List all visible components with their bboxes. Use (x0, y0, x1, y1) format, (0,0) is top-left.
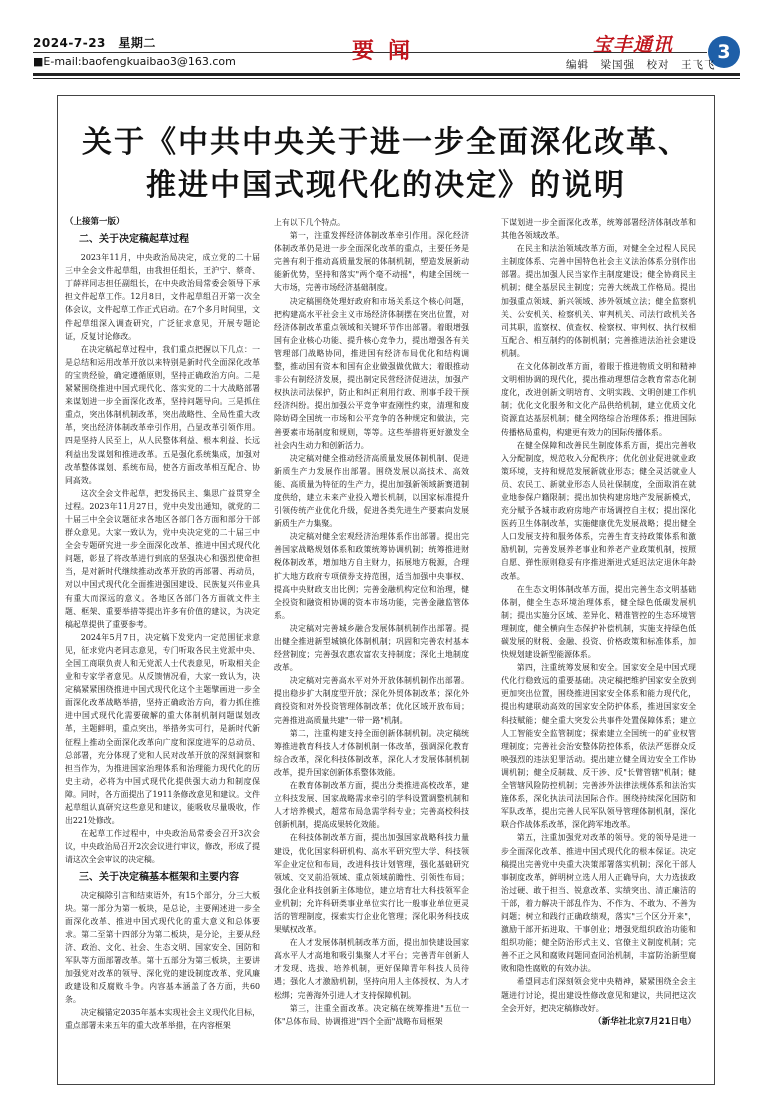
paragraph: 第二，注重构建支持全面创新体制机制。决定稿统筹推进教育科技人才体制机制一体改革，强调深化教育综合改革，深化科技体制改革，深化人才发展体制机制改革，提升国家创新体系整体效能。 (274, 728, 469, 777)
section-name: 要闻 (352, 38, 425, 64)
paragraph: 在生态文明体制改革方面，提出完善生态文明基础体制，健全生态环境治理体系，健全绿色低碳发展机制；提出实施分区域、差异化、精准管控的生态环境管理制度，健全横向生态保护补偿机制，实施支持绿色低碳发展的财税、金融、投资、价格政策和标准体系，加快规划建设新型能源体系。 (501, 584, 696, 660)
paragraph: 第五，注重加强党对改革的领导。党的领导是进一步全面深化改革、推进中国式现代化的根本保证。决定稿提出完善党中央重大决策部署落实机制；深化干部人事制度改革，鲜明树立选人用人正确导向，大力选拔政治过硬、敢于担当、锐意改革、实绩突出、清正廉洁的干部，着力解决干部乱作为、不作为、不敢为、不善为问题；树立和践行正确政绩观，落实"三个区分开来"，激励干部开拓进取、干事创业；增强党组织政治功能和组织功能；健全防治形式主义、官僚主义制度机制；完善不正之风和腐败问题同查同治机制，丰富防治新型腐败和隐性腐败的有效办法。 (501, 833, 696, 974)
article-title-line-1: 关于《中共中央关于进一步全面深化改革、 (82, 125, 690, 160)
editor-credits: 编辑 梁国强 校对 王飞飞 (566, 59, 716, 71)
paragraph: 上有以下几个特点。 (274, 218, 346, 227)
article-title-line-2: 推进中国式现代化的决定》的说明 (146, 168, 626, 203)
news-agency-credit: （新华社北京7月21日电） (593, 1016, 696, 1027)
header-thick-rule (33, 73, 740, 76)
paragraph: 决定稿围绕处理好政府和市场关系这个核心问题，把构建高水平社会主义市场经济体制摆在突出位置，对经济体制改革重点领域和关键环节作出部署。着眼增强国有企业核心功能、提升核心竞争力，提出增强各有关管理部门战略协同，推进国有经济布局优化和结构调整，推动国有资本和国有企业做强做优做大；着眼推动非公有制经济发展，提出制定民营经济促进法，加强产权执法司法保护，防止和纠正利用行政、刑事手段干预经济纠纷。提出加强公平竞争审查刚性约束，清理和废除妨碍全国统一市场和公平竞争的各种规定和做法，完善要素市场制度和规则，等等。这些举措将更好激发全社会内生动力和创新活力。 (274, 296, 469, 450)
paragraph: 在决定稿起草过程中，我们重点把握以下几点：一是总结和运用改革开放以来特别是新时代全面深化改革的宝贵经验，确定遵循原则，坚持正确政治方向。二是紧紧围绕推进中国式现代化、落实党的二十大战略部署来谋划进一步全面深化改革，坚持问题导向。三是抓住重点，突出体制机制改革，突出战略性、全局性重大改革，突出经济体制改革牵引作用，凸显改革引领作用。四是坚持人民至上，从人民整体利益、根本利益、长远利益出发谋划和推进改革。五是强化系统集成，加强对改革整体谋划、系统布局，使各方面改革相互配合、协同高效。 (65, 344, 260, 485)
paragraph: 在民主和法治领域改革方面，对健全全过程人民民主制度体系、完善中国特色社会主义法治体系分别作出部署。提出加强人民当家作主制度建设；健全协商民主机制；健全基层民主制度；完善大统战工作格局。提出加强重点领域、新兴领域、涉外领域立法；健全监察机关、公安机关、检察机关、审判机关、司法行政机关各司其职，监察权、侦查权、检察权、审判权、执行权相互配合、相互制约的体制机制；完善推进法治社会建设机制。 (501, 244, 696, 358)
paragraph: 决定稿锚定2035年基本实现社会主义现代化目标，重点部署未来五年的重大改革举措，在内容框架 (65, 1008, 260, 1031)
section-heading: 二、关于决定稿起草过程 (79, 234, 189, 246)
paragraph: 第一，注重发挥经济体制改革牵引作用。深化经济体制改革仍是进一步全面深化改革的重点，主要任务是完善有利于推动高质量发展的体制机制，塑造发展新动能新优势，坚持和落实"两个毫不动摇"，构建全国统一大市场，完善市场经济基础制度。 (274, 231, 469, 293)
paragraph: 在科技体制改革方面，提出加强国家战略科技力量建设，优化国家科研机构、高水平研究型大学、科技领军企业定位和布局，改进科技计划管理，强化基础研究领域、交叉前沿领域、重点领域前瞻性、引领性布局；强化企业科技创新主体地位，建立培育壮大科技领军企业机制；允许科研类事业单位实行比一般事业单位更灵活的管理制度，探索实行企业化管理；深化职务科技成果赋权改革。 (274, 833, 469, 935)
article-column-2 (274, 216, 469, 1066)
paragraph: 决定稿对健全宏观经济治理体系作出部署。提出完善国家战略规划体系和政策统筹协调机制；统筹推进财税体制改革，增加地方自主财力，拓展地方税源，合理扩大地方政府专项债券支持范围，适当加强中央事权、提高中央财政支出比例；完善金融机构定位和治理，健全投资和融资相协调的资本市场功能，完善金融监管体系。 (274, 532, 469, 620)
paragraph: 在起草工作过程中，中央政治局常委会召开3次会议，中央政治局召开2次会议进行审议，修改，形成了提请这次全会审议的决定稿。 (65, 829, 260, 865)
page-header (0, 0, 772, 80)
paragraph: 在健全保障和改善民生制度体系方面，提出完善收入分配制度，规范收入分配秩序；优化创业促进就业政策环境，支持和规范发展新就业形态；健全灵活就业人员、农民工、新就业形态人员社保制度，全面取消在就业地参保户籍限制；提出加快构建房地产发展新模式，充分赋予各城市政府房地产市场调控自主权；提出深化医药卫生体制改革，实施健康优先发展战略；提出健全人口发展支持和服务体系，完善生育支持政策体系和激励机制，完善发展养老事业和养老产业政策机制，按照自愿、弹性原则稳妥有序推进渐进式延迟法定退休年龄改革。 (501, 440, 696, 581)
article-column-1 (65, 216, 260, 1066)
issue-date: 2024-7-23 星期二 (33, 36, 156, 50)
paragraph: 决定稿对完善城乡融合发展体制机制作出部署。提出健全推进新型城镇化体制机制；巩固和完善农村基本经营制度；完善强农惠农富农支持制度；深化土地制度改革。 (274, 623, 469, 673)
paragraph: 决定稿除引言和结束语外，有15个部分，分三大板块。第一部分为第一板块，是总论，主要阐述进一步全面深化改革、推进中国式现代化的重大意义和总体要求。第二至第十四部分为第二板块，是分论，主要从经济、政治、文化、社会、生态文明、国家安全、国防和军队等方面部署改革。第十五部分为第三板块，主要讲加强党对改革的领导、深化党的建设制度改革、党风廉政建设和反腐败斗争。内容基本涵盖了各方面，共60条。 (65, 890, 260, 1005)
paragraph: 第三，注重全面改革。决定稿在统筹推进"五位一体"总体布局、协调推进"四个全面"战略布局框架 (274, 1003, 469, 1026)
paragraph: 在文化体制改革方面，着眼于推进物质文明和精神文明相协调的现代化，提出推动理想信念教育常态化制度化，改进创新文明培育、文明实践、文明创建工作机制；优化文化服务和文化产品供给机制，建立优质文化资源直达基层机制；健全网络综合治理体系；推进国际传播格局重构，构建更有效力的国际传播体系。 (501, 362, 696, 437)
masthead-logo: 宝丰通讯 (593, 34, 674, 56)
continued-note: （上接第一版） (65, 217, 125, 227)
section-heading: 三、关于决定稿基本框架和主要内容 (79, 871, 239, 883)
paragraph: 决定稿对健全推动经济高质量发展体制机制、促进新质生产力发展作出部署。围绕发展以高技术、高效能、高质量为特征的生产力，提出加强新领域新赛道制度供给，建立未来产业投入增长机制，以国家标准提升引领传统产业优化升级，促进各类先进生产要素向发展新质生产力集聚。 (274, 453, 469, 529)
paragraph: 第四，注重统筹发展和安全。国家安全是中国式现代化行稳致远的重要基础。决定稿把维护国家安全放到更加突出位置，围绕推进国家安全体系和能力现代化，提出构建联动高效的国家安全防护体系，推进国家安全科技赋能；健全重大突发公共事件处置保障体系；建立人工智能安全监管制度；探索建立全国统一的矿业权管理制度；完善社会治安整体防控体系，依法严惩群众反映强烈的违法犯罪活动。提出建立健全周边安全工作协调机制；健全反制裁、反干涉、反"长臂管辖"机制；健全管辖风险防控机制；完善涉外法律法规体系和法治实施体系，深化执法司法国际合作。围绕持续深化国防和军队改革，提出完善人民军队领导管理体制机制，深化联合作战体系改革，深化跨军地改革。 (501, 663, 696, 830)
paragraph: 下谋划进一步全面深化改革，统筹部署经济体制改革和其他各领域改革。 (501, 218, 696, 241)
paragraph: 希望同志们深刻领会党中央精神，紧紧围绕全会主题进行讨论，提出建设性修改意见和建议，共同把这次全会开好，把决定稿修改好。 (501, 977, 696, 1013)
paragraph: 2023年11月，中央政治局决定，成立党的二十届三中全会文件起草组，由我担任组长，王沪宁、蔡奇、丁薛祥同志担任副组长，在中央政治局常委会领导下承担文件起草工作。12月8日，文件起草组召开第一次全体会议，文件起草工作正式启动。在7个多月时间里，文件起草组深入调查研究，广泛征求意见，开展专题论证，反复讨论修改。 (65, 253, 260, 341)
paragraph: 2024年5月7日，决定稿下发党内一定范围征求意见，征求党内老同志意见，专门听取各民主党派中央、全国工商联负责人和无党派人士代表意见，听取相关企业和专家学者意见。从反馈情况看，大家一致认为，决定稿紧紧围绕推进中国式现代化这个主题擘画进一步全面深化改革战略举措，坚持正确政治方向，着力抓住推进中国式现代化需要破解的重大体制机制问题谋划改革，主题鲜明，重点突出，举措务实可行，是新时代新征程上推动全面深化改革向广度和深度进军的总动员、总部署，充分体现了党和人民对改革开放的深刻洞察和担当作为，为推进国家治理体系和治理能力现代化的历史主动，必将为中国式现代化提供强大动力和制度保障。同时，各方面提出了1911条修改意见和建议。文件起草组认真研究这些意见和建议，能吸收尽量吸收，作出221处修改。 (65, 632, 260, 826)
article-column-3 (501, 216, 696, 1066)
header-thin-rule (33, 78, 740, 79)
contact-email: ■E-mail:baofengkuaibao3@163.com (33, 55, 236, 68)
paragraph: 在教育体制改革方面，提出分类推进高校改革，建立科技发展、国家战略需求牵引的学科设置调整机制和人才培养模式，超常布局急需学科专业；完善高校科技创新机制，提高成果转化效能。 (274, 781, 469, 830)
page-number-badge: 3 (708, 36, 740, 68)
paragraph: 这次全会文件起草，把发扬民主、集思广益贯穿全过程。2023年11月27日，党中央发出通知，就党的二十届三中全会议题征求各地区各部门各方面和部分干部群众意见。大家一致认为，党中央决定党的二十届三中全会专题研究进一步全面深化改革、推进中国式现代化问题，彰显了将改革进行到底的坚强决心和强烈使命担当，是对新时代继续推动改革开放的再部署、再动员，对以中国式现代化全面推进强国建设、民族复兴伟业具有重大而深远的意义。各地区各部门各方面就文件主题、框架、重要举措等提出许多有价值的建议，为决定稿起草提供了重要参考。 (65, 488, 260, 629)
paragraph: 在人才发展体制机制改革方面，提出加快建设国家高水平人才高地和吸引集聚人才平台；完善青年创新人才发现、选拔、培养机制，更好保障青年科技人员待遇；强化人才激励机制，坚持向用人主体授权、为人才松绑；完善海外引进人才支持保障机制。 (274, 938, 469, 1000)
paragraph: 决定稿对完善高水平对外开放体制机制作出部署。提出稳步扩大制度型开放；深化外贸体制改革；深化外商投资和对外投资管理体制改革；优化区域开放布局；完善推进高质量共建"一带一路"机制。 (274, 676, 469, 725)
